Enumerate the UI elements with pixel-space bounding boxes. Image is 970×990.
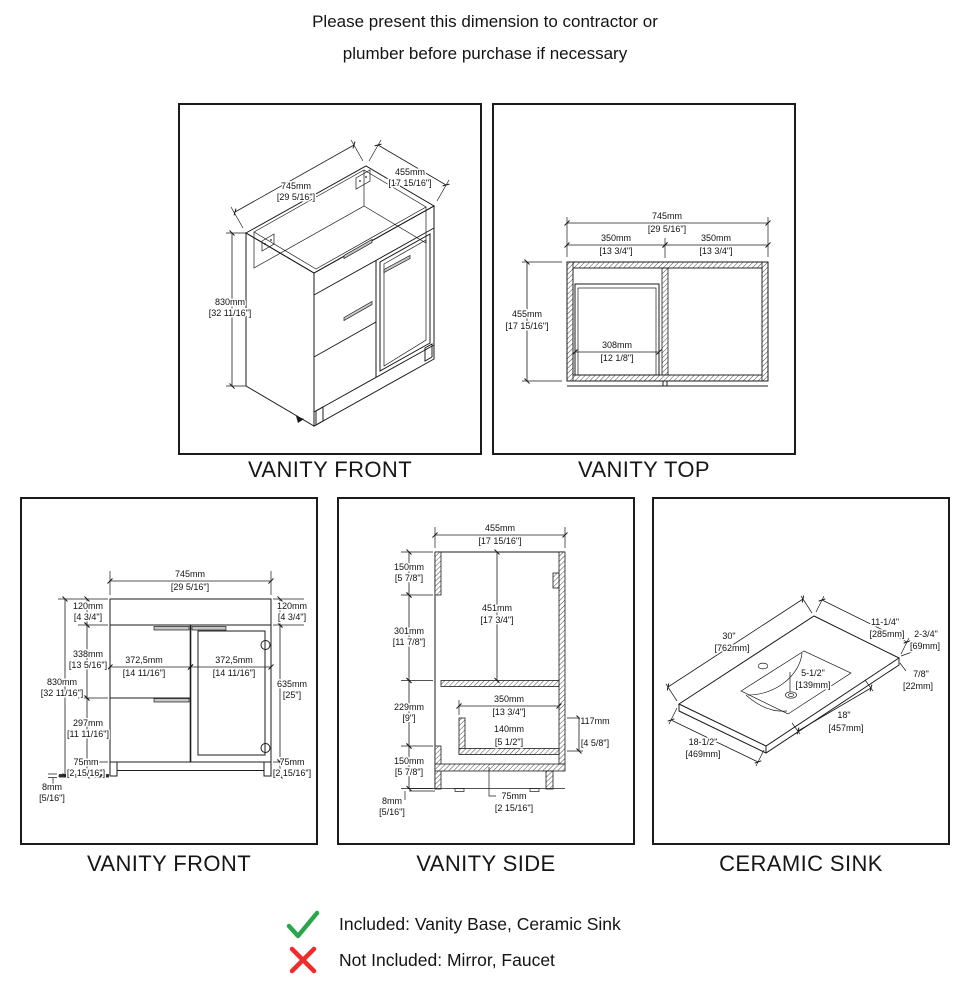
- dim-label: 11-1/4": [870, 617, 900, 627]
- dim-label: [4 3/4"]: [73, 612, 103, 622]
- dim-label: 30": [722, 631, 736, 641]
- dim-label: 8mm: [382, 796, 402, 806]
- dim-label: 745mm: [174, 569, 206, 579]
- panel-ceramic-sink: [652, 497, 950, 845]
- dim-label: [4 3/4"]: [277, 612, 307, 622]
- dim-label: [22mm]: [902, 681, 934, 691]
- sink-dimensions: [666, 596, 940, 766]
- dim-label: [29 5/16"]: [170, 582, 210, 592]
- dim-label: [5/16"]: [39, 793, 65, 803]
- dim-label: 455mm: [394, 167, 426, 177]
- vanity-top-drawing: [494, 105, 794, 453]
- caption-vanity-top: VANITY TOP: [578, 457, 710, 482]
- dim-label: [11 7/8"]: [392, 637, 426, 647]
- dim-label: 350mm: [700, 233, 732, 243]
- legend-included-row: [284, 906, 621, 942]
- dim-label: [5 7/8"]: [394, 767, 424, 777]
- drawer-handle: [344, 302, 372, 321]
- dim-label: 18": [837, 710, 851, 720]
- dim-label: 308mm: [601, 340, 633, 350]
- dim-label: 297mm: [72, 718, 104, 728]
- dim-label: [17 15/16"]: [478, 536, 522, 546]
- dim-label: [5 7/8"]: [394, 573, 424, 583]
- top-view-dimensions: [505, 211, 768, 381]
- dim-label: 229mm: [393, 702, 425, 712]
- drain-hole: [786, 692, 797, 698]
- ceramic-sink-drawing: [654, 499, 948, 843]
- door-handle: [192, 627, 226, 631]
- front-view-cabinet: [59, 599, 271, 778]
- dim-label: [4 5/8"]: [580, 738, 610, 748]
- dim-label: 451mm: [481, 603, 513, 613]
- iso-cabinet: [246, 166, 434, 426]
- dim-label: 120mm: [276, 601, 308, 611]
- dim-label: 150mm: [393, 756, 425, 766]
- dim-label: 455mm: [511, 309, 543, 319]
- dim-label: [762mm]: [714, 643, 750, 653]
- dim-label: [13 3/4"]: [699, 246, 733, 256]
- panel-vanity-top: [492, 103, 796, 455]
- side-view-cabinet: [408, 552, 565, 792]
- check-icon: [284, 908, 322, 940]
- dim-label: [12 1/8"]: [600, 353, 634, 363]
- dim-label: 350mm: [493, 694, 525, 704]
- dim-label: [2 15/16"]: [66, 768, 106, 778]
- dim-label: 350mm: [600, 233, 632, 243]
- dim-label: 338mm: [72, 649, 104, 659]
- drawer-handle: [154, 627, 189, 631]
- dim-label: [29 5/16"]: [276, 192, 316, 202]
- panel-vanity-front-iso: [178, 103, 482, 455]
- dim-label: 120mm: [72, 601, 104, 611]
- legend: [284, 906, 621, 978]
- dim-label: 7/8": [913, 669, 929, 679]
- dim-label: 455mm: [484, 523, 516, 533]
- dim-label: 301mm: [393, 626, 425, 636]
- dim-label: [5 1/2"]: [494, 737, 524, 747]
- dim-label: 140mm: [493, 724, 525, 734]
- dim-label: [13 5/16"]: [68, 660, 108, 670]
- dim-label: [14 11/16"]: [122, 668, 166, 678]
- dim-label: 5-1/2": [801, 668, 825, 678]
- dim-label: [32 11/16"]: [40, 688, 84, 698]
- dim-label: 8mm: [42, 782, 62, 792]
- vanity-front-2d-drawing: [22, 499, 316, 843]
- faucet-hole: [758, 663, 768, 669]
- dim-label: 75mm: [501, 791, 527, 801]
- dim-label: [14 11/16"]: [212, 668, 256, 678]
- dim-label: 75mm: [279, 757, 305, 767]
- dim-label: 75mm: [73, 757, 99, 767]
- legend-not-included-text: Not Included: Mirror, Faucet: [339, 949, 555, 970]
- legend-not-included-row: [284, 942, 621, 978]
- dim-label: [9"]: [402, 713, 416, 723]
- dim-label: [69mm]: [909, 641, 941, 651]
- dim-label: 830mm: [46, 677, 78, 687]
- dim-label: [17 15/16"]: [505, 321, 549, 331]
- dim-label: [13 3/4"]: [492, 707, 526, 717]
- dim-label: [17 3/4"]: [480, 615, 514, 625]
- legend-included-text: Included: Vanity Base, Ceramic Sink: [339, 913, 621, 934]
- header-line-2: plumber before purchase if necessary: [342, 44, 628, 63]
- dim-label: 150mm: [393, 562, 425, 572]
- dim-label: 372,5mm: [125, 655, 163, 665]
- front-view-dimensions: [39, 569, 311, 803]
- dim-label: 830mm: [214, 297, 246, 307]
- dim-label: 117mm: [580, 716, 610, 726]
- dim-label: [469mm]: [685, 749, 721, 759]
- dim-label: [11 11/16"]: [67, 729, 109, 739]
- sink-body: [679, 616, 899, 753]
- panel-vanity-side: [337, 497, 635, 845]
- dim-label: 2-3/4": [914, 629, 938, 639]
- top-view-cabinet: [567, 262, 768, 386]
- caption-ceramic-sink: CERAMIC SINK: [719, 851, 883, 876]
- dim-label: [2 15/16"]: [494, 803, 534, 813]
- dim-label: [285mm]: [869, 629, 905, 639]
- dim-label: 18-1/2": [688, 737, 718, 747]
- drawer-handle: [344, 240, 372, 259]
- side-view-dimensions: [379, 523, 610, 817]
- dim-label: [29 5/16"]: [647, 224, 687, 234]
- dim-label: [25"]: [282, 690, 302, 700]
- dim-label: [5/16"]: [379, 807, 405, 817]
- dim-label: [13 3/4"]: [599, 246, 633, 256]
- dim-label: [457mm]: [828, 723, 864, 733]
- dim-label: [2 15/16"]: [272, 768, 312, 778]
- dim-label: 635mm: [276, 679, 308, 689]
- header-line-1: Please present this dimension to contractor or: [312, 12, 658, 31]
- dim-label: [17 15/16"]: [388, 178, 432, 188]
- panel-vanity-front-2d: [20, 497, 318, 845]
- dim-label: [139mm]: [795, 680, 831, 690]
- cross-icon: [284, 945, 322, 975]
- vanity-front-iso-drawing: [180, 105, 480, 453]
- caption-vanity-side: VANITY SIDE: [416, 851, 556, 876]
- caption-vanity-front-2d: VANITY FRONT: [86, 851, 252, 876]
- dim-label: 745mm: [651, 211, 683, 221]
- dim-label: 372,5mm: [215, 655, 253, 665]
- caption-vanity-front-iso: VANITY FRONT: [247, 457, 413, 482]
- dim-label: 745mm: [280, 181, 312, 191]
- dim-label: [32 11/16"]: [208, 308, 252, 318]
- drawer-handle: [154, 699, 189, 703]
- vanity-side-drawing: [339, 499, 633, 843]
